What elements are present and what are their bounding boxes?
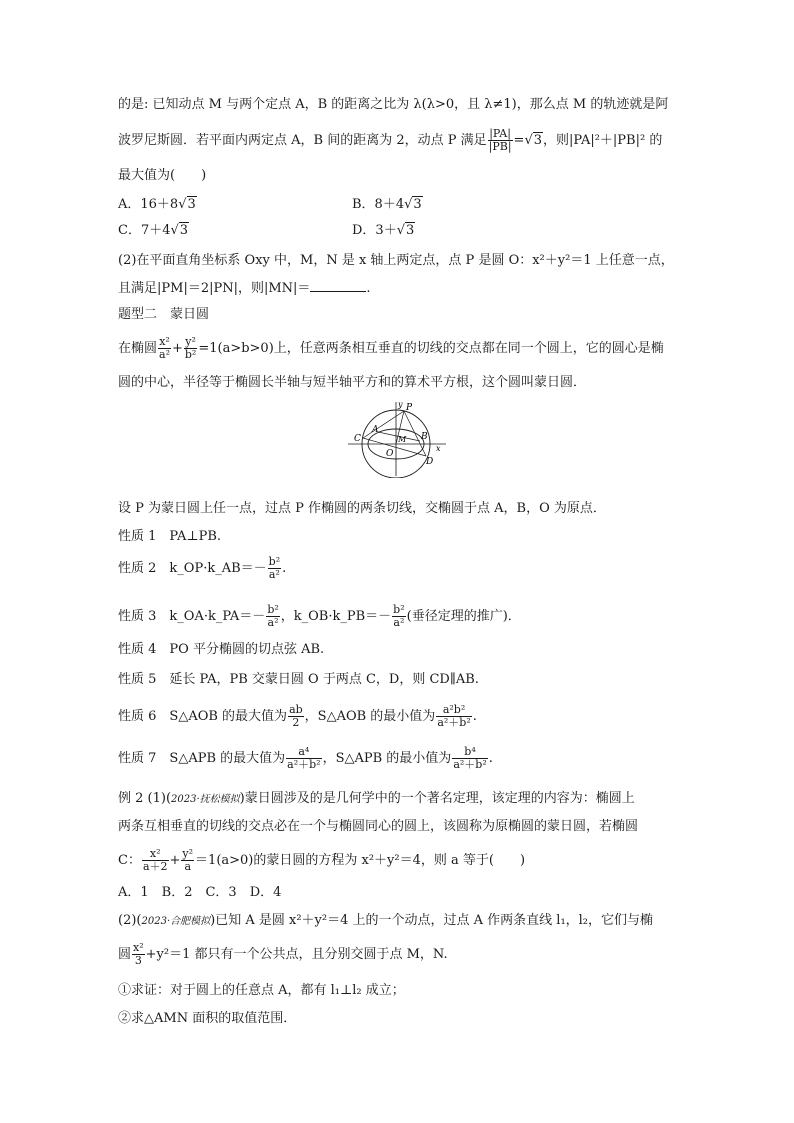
definition-line-1: 在椭圆 $\frac{\text{x²}}{\text{a²}}$ + $\frac{\text{y²}}{\text{b²}}$ =1(a>b>0)上，任意两条相互垂直的切线的交点都在同一个圆上，它的圆心是椭: [118, 335, 664, 361]
label-o: O: [386, 449, 394, 459]
label-d: D: [426, 457, 434, 467]
q2-line-1: (2)在平面直角坐标系 Oxy 中，M，N 是 x 轴上两定点，点 P 是圆 O：x²＋y²＝1 上任意一点，: [118, 253, 674, 268]
property-7: 性质 7 S△APB 的最大值为 $\frac{\text{a⁴}}{\text{a²＋b²}}$ ，S△APB 的最小值为 $\frac{\text{b⁴}}{\text{a²＋b²}}$ .: [118, 745, 493, 771]
chord-cd: [363, 438, 426, 456]
example2-line-2: 两条互相垂直的切线的交点必在一个与椭圆同心的圆上，该圆称为原椭圆的蒙日圆，若椭圆: [118, 819, 639, 834]
property-3: 性质 3 k_OA·k_PA＝－ $\frac{\text{b²}}{\text{a²}}$ ，k_OB·k_PB＝－ $\frac{\text{b²}}{\text{a²}}$ (垂径定理的推广)．: [118, 603, 521, 629]
intro-line-2: 波罗尼斯圆．若平面内两定点 A，B 间的距离为 2，动点 P 满足 $\frac{|PA|}{|PB|}$ =√3，则|PA|²＋|PB|² 的: [118, 127, 663, 153]
option-b: B．8＋4√3: [352, 197, 422, 212]
label-b: B: [421, 432, 428, 442]
property-6: 性质 6 S△AOB 的最大值为 $\frac{ab}{2}$ ，S△AOB 的最小值为 $\frac{\text{a²b²}}{\text{a²＋b²}}$ .: [118, 703, 477, 729]
tangent-pa: [363, 411, 404, 438]
option-d: D．3＋√3: [352, 223, 415, 238]
option-a: A．16＋8√3: [118, 197, 196, 212]
topic-heading: 题型二 蒙日圆: [118, 307, 210, 322]
example2b-line-1: (2)(2023·合肥模拟)已知 A 是圆 x²＋y²＝4 上的一个动点，过点 A 作两条直线 l₁，l₂，它们与椭: [118, 913, 654, 928]
intro-line-1: 的是: 已知动点 M 与两个定点 A，B 的距离之比为 λ(λ>0，且 λ≠1)，那么点 M 的轨迹就是阿: [118, 97, 669, 112]
label-y: y: [398, 400, 403, 409]
example2b-line-2: 圆 $\frac{\text{x²}}{3}$ +y²＝1 都只有一个公共点，且分别交圆于点 M，N.: [118, 941, 448, 967]
answer-blank: [310, 279, 366, 292]
monge-circle-figure: [346, 398, 450, 478]
example2-line-1: 例 2 (1)(2023·抚松模拟)蒙日圆涉及的是几何学中的一个著名定理，该定理的内容为：椭圆上: [118, 791, 635, 806]
example2-line-3: C： $\frac{\text{x²}}{a+2}$ + $\frac{\text{y²}}{a}$ ＝1(a>0)的蒙日圆的方程为 x²＋y²＝4，则 a 等于( ): [118, 847, 526, 873]
intro-line-3: 最大值为( ): [118, 168, 207, 183]
label-x: x: [436, 444, 441, 453]
property-2: 性质 2 k_OP·k_AB＝－ $\frac{\text{b²}}{\text{a²}}$ .: [118, 555, 287, 581]
q2-line-2: 且满足|PM|＝2|PN|，则|MN|＝ .: [118, 281, 371, 296]
option-c: C．7＋4√3: [118, 223, 189, 238]
property-5: 性质 5 延长 PA，PB 交蒙日圆 O 于两点 C，D，则 CD∥AB.: [118, 672, 479, 687]
property-4: 性质 4 PO 平分椭圆的切点弦 AB.: [118, 642, 325, 657]
definition-line-2: 圆的中心，半径等于椭圆长半轴与短半轴平方和的算术平方根，这个圆叫蒙日圆．: [118, 375, 587, 390]
sqrt-3: √3: [524, 133, 543, 148]
label-a: A: [372, 425, 379, 435]
label-m: M: [398, 435, 407, 444]
fraction-pa-pb: $\frac{|PA|}{|PB|}$: [488, 127, 512, 153]
example2b-subq-1: ①求证：对于圆上的任意点 A，都有 l₁⊥l₂ 成立；: [118, 983, 405, 998]
label-p: P: [406, 403, 413, 413]
setup-line: 设 P 为蒙日圆上任一点，过点 P 作椭圆的两条切线，交椭圆于点 A，B，O 为原点．: [118, 501, 606, 516]
property-1: 性质 1 PA⊥PB.: [118, 529, 222, 544]
example2-options: A．1 B．2 C．3 D．4: [118, 885, 282, 900]
example2b-subq-2: ②求△AMN 面积的取值范围．: [118, 1011, 297, 1026]
label-c: C: [354, 434, 361, 444]
